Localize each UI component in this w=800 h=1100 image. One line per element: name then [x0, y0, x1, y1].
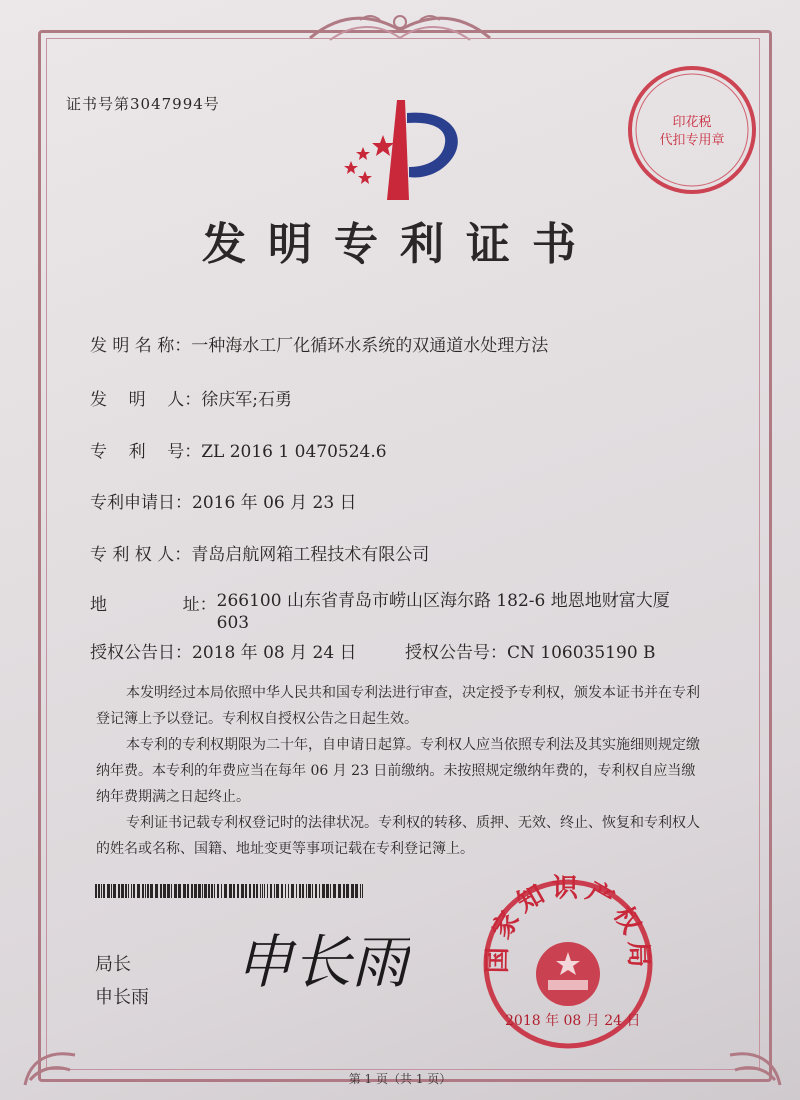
barcode: [95, 884, 365, 898]
barcode-bar: [333, 884, 336, 898]
barcode-bar: [233, 884, 235, 898]
barcode-bar: [191, 884, 193, 898]
barcode-bar: [163, 884, 166, 898]
barcode-bar: [221, 884, 222, 898]
barcode-bar: [315, 884, 317, 898]
barcode-bar: [306, 884, 307, 898]
svg-text:印花税: 印花税: [672, 115, 712, 130]
paragraph-1: 本发明经过本局依照中华人民共和国专利法进行审查，决定授予专利权，颁发本证书并在专利登记簿上予以登记。专利权自授权公告之日起生效。: [96, 685, 700, 727]
invention-name-label: 发 明 名 称：: [90, 336, 192, 356]
director-title: 局长: [95, 954, 131, 975]
grant-date-value: 2018 年 08 月 24 日: [192, 643, 357, 663]
barcode-bar: [322, 884, 325, 898]
seal-date: 2018 年 08 月 24 日: [505, 1013, 641, 1029]
certificate-number: 证书号第3047994号: [66, 95, 220, 113]
field-grant-date: [90, 638, 357, 663]
svg-text:代扣专用章: 代扣专用章: [659, 133, 725, 148]
barcode-bar: [288, 884, 289, 898]
barcode-bar: [319, 884, 320, 898]
barcode-bar: [137, 884, 140, 898]
grant-number-label: 授权公告号：: [405, 643, 507, 663]
barcode-bar: [103, 884, 105, 898]
barcode-bar: [346, 884, 349, 898]
barcode-bar: [253, 884, 255, 898]
barcode-bar: [113, 884, 116, 898]
barcode-bar: [155, 884, 158, 898]
barcode-bar: [150, 884, 153, 898]
barcode-bar: [145, 884, 146, 898]
patent-office-logo: [335, 95, 475, 205]
barcode-bar: [312, 884, 313, 898]
inventors-value: 徐庆军;石勇: [201, 390, 292, 410]
barcode-bar: [264, 884, 265, 898]
barcode-bar: [95, 884, 97, 898]
barcode-bar: [229, 884, 232, 898]
barcode-bar: [299, 884, 301, 898]
inventors-label: 发 明 人：: [90, 390, 202, 410]
barcode-bar: [98, 884, 100, 898]
barcode-bar: [302, 884, 304, 898]
barcode-bar: [174, 884, 177, 898]
barcode-bar: [249, 884, 251, 898]
seal-text: 国家知识产权局: [482, 874, 654, 974]
barcode-bar: [256, 884, 258, 898]
top-ornament: [300, 8, 500, 52]
barcode-bar: [260, 884, 261, 898]
barcode-bar: [360, 884, 361, 898]
barcode-bar: [131, 884, 132, 898]
barcode-bar: [171, 884, 172, 898]
field-patentee: [90, 540, 429, 565]
barcode-bar: [133, 884, 135, 898]
barcode-bar: [128, 884, 129, 898]
invention-name-value: 一种海水工厂化循环水系统的双通道水处理方法: [191, 336, 549, 356]
page-indicator: 第 1 页（共 1 页）: [348, 1072, 452, 1086]
barcode-bar: [111, 884, 112, 898]
barcode-bar: [183, 884, 186, 898]
patent-number-label: 专 利 号：: [90, 442, 202, 462]
barcode-bar: [270, 884, 272, 898]
barcode-bar: [262, 884, 263, 898]
barcode-bar: [355, 884, 358, 898]
barcode-bar: [125, 884, 127, 898]
body-text: [96, 680, 706, 862]
barcode-bar: [118, 884, 120, 898]
paragraph-2: 本专利的专利权期限为二十年，自申请日起算。专利权人应当依照专利法及其实施细则规定缴纳年费。本专利的年费应当在每年 06 月 23 日前缴纳。未按照规定缴纳年费的，专利权自应当缴纳年费期满之日起终止。: [96, 737, 700, 805]
field-address: [90, 590, 670, 634]
barcode-bar: [281, 884, 283, 898]
signature-text: 申长雨: [235, 928, 410, 996]
barcode-bar: [198, 884, 201, 898]
barcode-bar: [330, 884, 331, 898]
patentee-label: 专 利 权 人：: [90, 545, 192, 565]
barcode-bar: [351, 884, 354, 898]
field-filing-date: [90, 488, 357, 513]
barcode-bar: [187, 884, 189, 898]
barcode-bar: [121, 884, 124, 898]
paragraph-3: 专利证书记载专利权登记时的法律状况。专利权的转移、质押、无效、终止、恢复和专利权人的姓名或名称、国籍、地址变更等事项记载在专利登记簿上。: [96, 815, 700, 857]
barcode-bar: [285, 884, 286, 898]
field-invention-name: [90, 331, 548, 356]
address-line-1: 266100 山东省青岛市崂山区海尔路 182-6 地恩地财富大厦: [216, 591, 670, 611]
document-title: 发明专利证书: [202, 219, 598, 270]
barcode-bar: [224, 884, 227, 898]
barcode-bar: [211, 884, 213, 898]
barcode-bar: [214, 884, 215, 898]
field-patent-number: [90, 437, 387, 462]
barcode-bar: [343, 884, 345, 898]
signature: [230, 920, 410, 1010]
filing-date-value: 2016 年 06 月 23 日: [192, 493, 357, 513]
address-value: [217, 590, 670, 634]
barcode-bar: [267, 884, 268, 898]
grant-date-label: 授权公告日：: [90, 643, 192, 663]
barcode-bar: [276, 884, 279, 898]
patentee-value: 青岛启航网箱工程技术有限公司: [191, 545, 430, 565]
barcode-bar: [274, 884, 275, 898]
field-grant-number: [405, 638, 656, 663]
barcode-bar: [326, 884, 329, 898]
barcode-bar: [142, 884, 144, 898]
barcode-bar: [296, 884, 297, 898]
barcode-bar: [178, 884, 181, 898]
patent-number-value: ZL 2016 1 0470524.6: [201, 442, 387, 462]
address-label: 地 址：: [90, 595, 217, 615]
barcode-bar: [245, 884, 247, 898]
barcode-bar: [241, 884, 244, 898]
barcode-bar: [194, 884, 197, 898]
barcode-bar: [338, 884, 341, 898]
barcode-bar: [202, 884, 203, 898]
barcode-bar: [291, 884, 294, 898]
grant-number-value: CN 106035190 B: [507, 643, 656, 663]
barcode-bar: [167, 884, 170, 898]
field-inventors: [90, 385, 292, 410]
address-line-2: 603: [216, 613, 250, 633]
barcode-bar: [101, 884, 102, 898]
barcode-bar: [217, 884, 219, 898]
barcode-bar: [147, 884, 149, 898]
barcode-bar: [362, 884, 363, 898]
barcode-bar: [208, 884, 210, 898]
barcode-bar: [237, 884, 239, 898]
filing-date-label: 专利申请日：: [90, 493, 192, 513]
tax-seal: [622, 60, 762, 200]
barcode-bar: [107, 884, 110, 898]
barcode-bar: [160, 884, 162, 898]
director-name: 申长雨: [95, 987, 149, 1008]
barcode-bar: [204, 884, 207, 898]
barcode-bar: [308, 884, 311, 898]
